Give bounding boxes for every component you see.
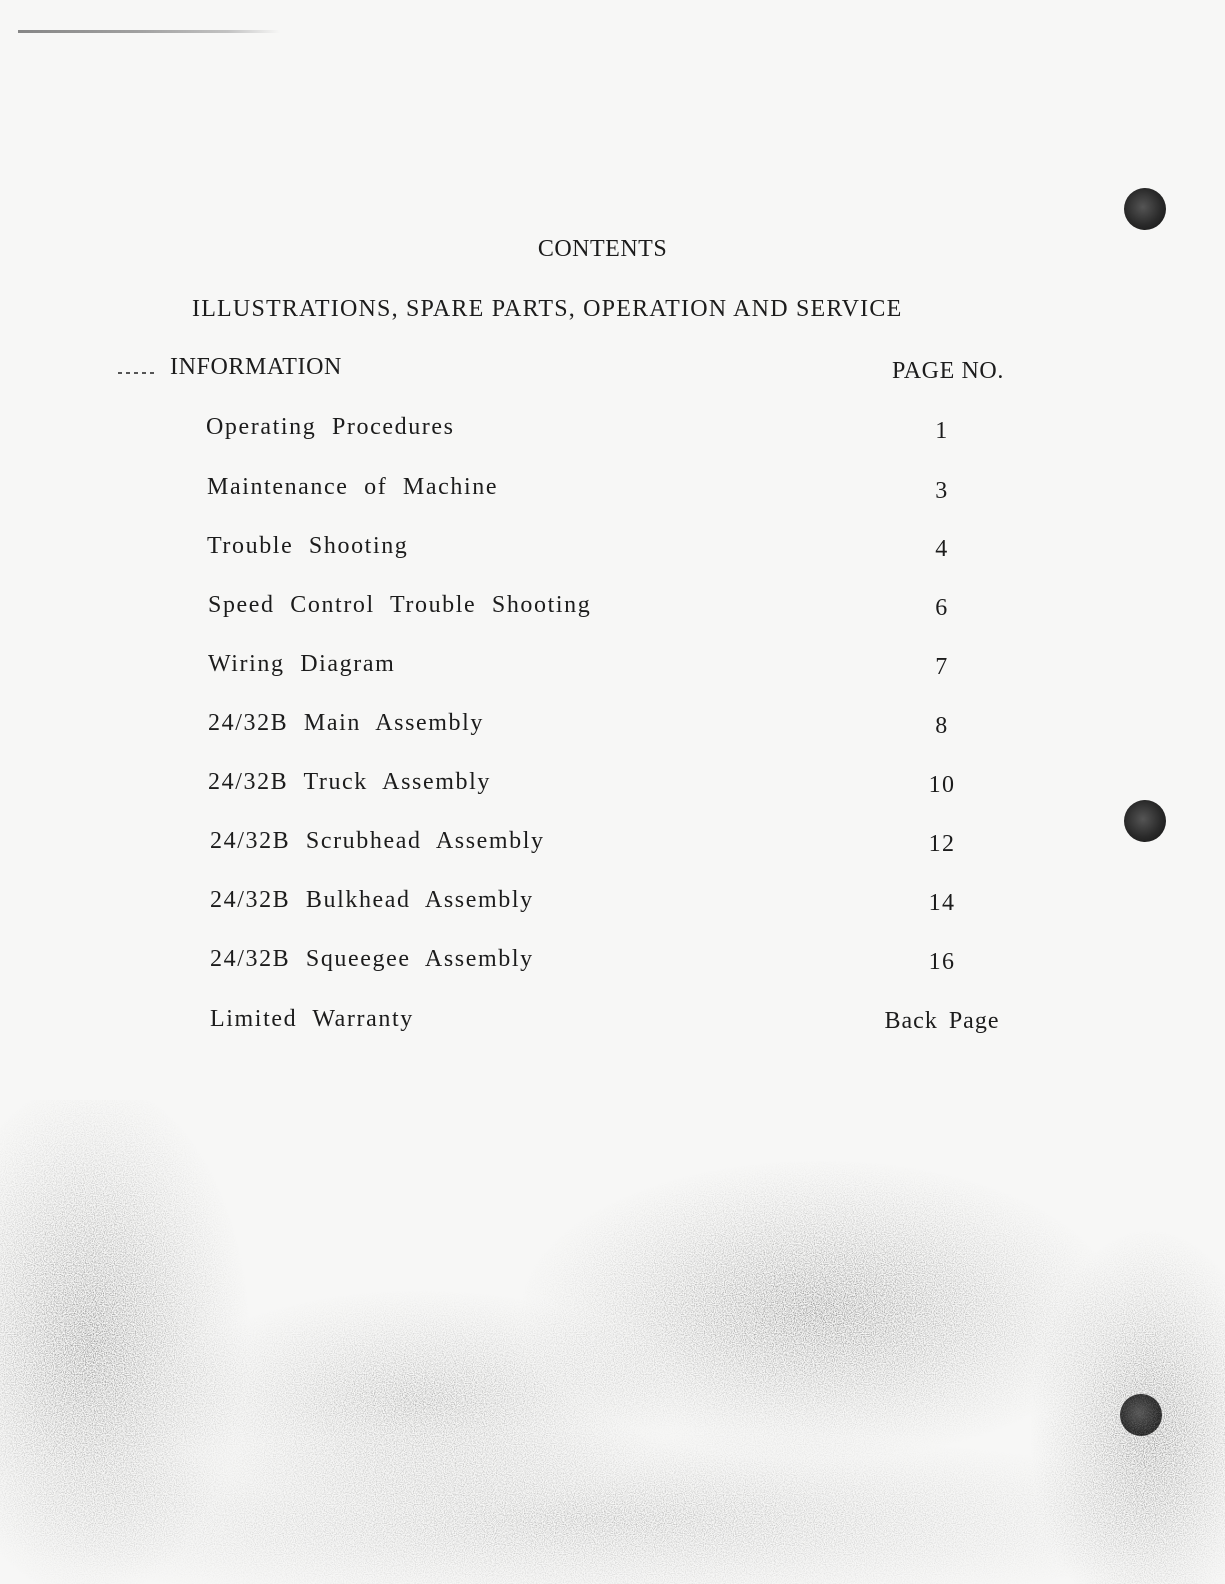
toc-entry-page: 6 [935, 595, 949, 621]
toc-entry-title: Speed Control Trouble Shooting [208, 592, 592, 618]
toc-row [0, 946, 1225, 986]
toc-entry-title: Trouble Shooting [207, 533, 409, 559]
toc-entry-title: 24/32B Squeegee Assembly [210, 946, 534, 972]
contents-title: CONTENTS [537, 236, 668, 262]
contents-subtitle: ILLUSTRATIONS, SPARE PARTS, OPERATION AND SERVICE [192, 296, 903, 322]
toc-entry-page: 16 [928, 949, 956, 975]
toc-entry-title: 24/32B Bulkhead Assembly [210, 887, 534, 913]
toc-entry-page: 8 [935, 713, 949, 739]
column-header-information: INFORMATION [170, 354, 342, 380]
scan-smudge [0, 1100, 1225, 1584]
toc-entry-title: Maintenance of Machine [207, 474, 499, 500]
toc-entry-page: Back Page [884, 1008, 1000, 1034]
toc-entry-page: 14 [928, 890, 956, 916]
toc-row [0, 1006, 1225, 1046]
toc-entry-title: 24/32B Scrubhead Assembly [210, 828, 545, 854]
toc-entry-page: 10 [928, 772, 956, 798]
punch-hole-icon [1120, 1394, 1162, 1436]
toc-entry-page: 7 [935, 654, 949, 680]
scan-artifact-line [18, 30, 280, 33]
toc-entry-page: 1 [935, 418, 949, 444]
toc-entry-title: Wiring Diagram [208, 651, 396, 677]
toc-row [0, 769, 1225, 809]
toc-entry-page: 3 [935, 478, 949, 504]
punch-hole-icon [1124, 188, 1166, 230]
toc-row [0, 474, 1225, 514]
toc-entry-title: Operating Procedures [206, 414, 455, 440]
toc-row [0, 414, 1225, 454]
toc-row [0, 533, 1225, 573]
toc-entry-title: 24/32B Main Assembly [208, 710, 485, 736]
toc-row [0, 592, 1225, 632]
toc-row [0, 828, 1225, 868]
toc-row [0, 651, 1225, 691]
toc-entry-page: 12 [928, 831, 956, 857]
dotted-leader [118, 372, 158, 374]
toc-entry-page: 4 [935, 536, 949, 562]
column-header-page-no: PAGE NO. [892, 358, 1004, 384]
toc-entry-title: 24/32B Truck Assembly [208, 769, 491, 795]
toc-entry-title: Limited Warranty [210, 1006, 414, 1032]
toc-row [0, 887, 1225, 927]
toc-row [0, 710, 1225, 750]
